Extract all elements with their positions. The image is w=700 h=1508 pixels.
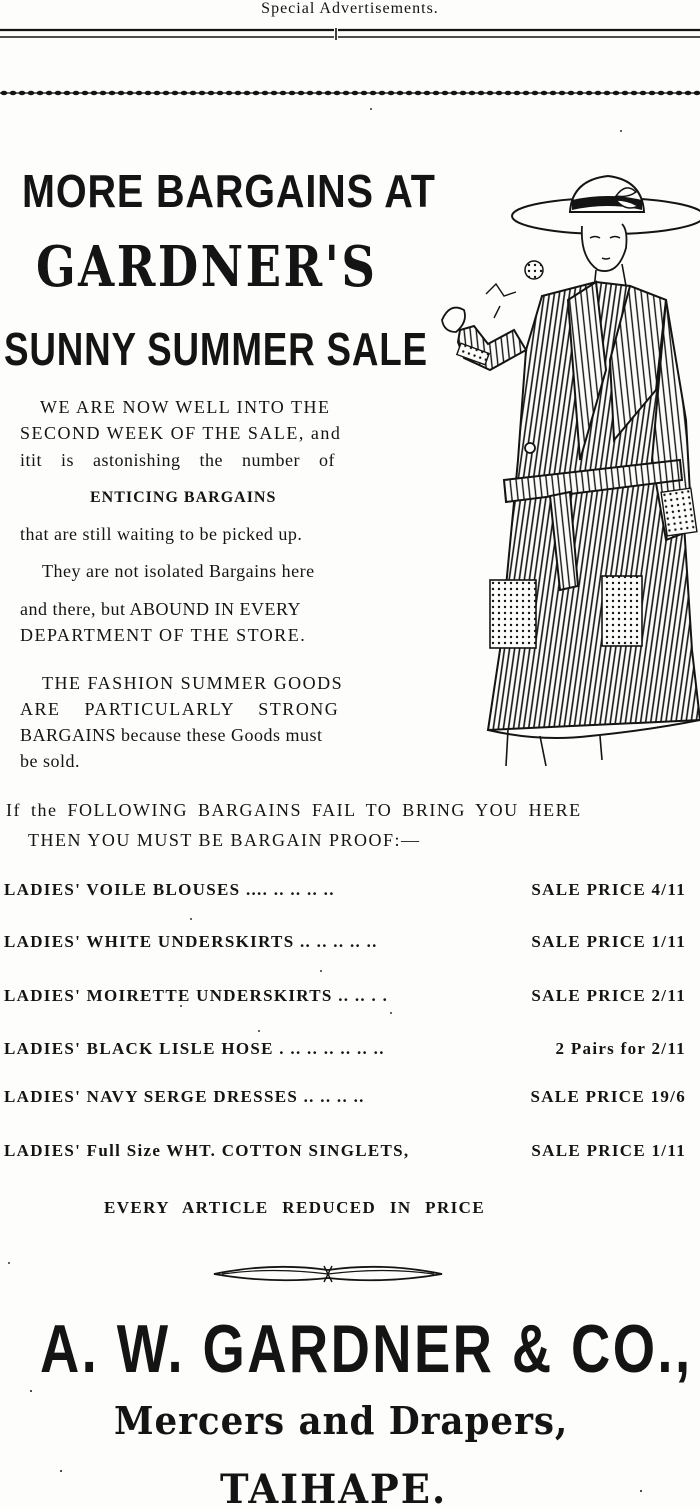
price-row-item: LADIES' WHITE UNDERSKIRTS .. .. .. .. .. [4, 932, 378, 951]
double-rule-divider [0, 28, 700, 40]
price-row [0, 880, 700, 906]
challenge-line-1: If the FOLLOWING BARGAINS FAIL TO BRING YOU HERE [6, 800, 582, 820]
price-row-item: LADIES' MOIRETTE UNDERSKIRTS .. .. . . [4, 986, 389, 1005]
ornament-divider [212, 1262, 444, 1286]
chain-rule-divider [0, 89, 700, 97]
intro-line-p4-2: ARE PARTICULARLY STRONG [20, 699, 340, 719]
firm-trade: Mercers and Drapers, [114, 1398, 569, 1443]
headline-gardners: GARDNER'S [36, 234, 378, 300]
price-row-item: LADIES' NAVY SERGE DRESSES .. .. .. .. [4, 1087, 365, 1106]
firm-town: TAIHAPE. [220, 1466, 448, 1508]
intro-line-p3-1: They are not isolated Bargains here [42, 561, 315, 581]
price-row [0, 1039, 700, 1065]
price-row [0, 986, 700, 1012]
price-row [0, 1087, 700, 1113]
intro-line-1: WE ARE NOW WELL INTO THE [40, 397, 331, 417]
price-row-item: LADIES' VOILE BLOUSES .... .. .. .. .. [4, 880, 335, 899]
challenge-line-2: THEN YOU MUST BE BARGAIN PROOF:— [28, 830, 421, 850]
intro-line-p3-2: and there, but ABOUND IN EVERY [20, 599, 301, 619]
headline-sunny-summer-sale: SUNNY SUMMER SALE [4, 323, 428, 375]
intro-line-2: SECOND WEEK OF THE SALE, and [20, 423, 342, 443]
price-row [0, 1141, 700, 1167]
headline-more-bargains: MORE BARGAINS AT [22, 165, 436, 217]
price-row-item: LADIES' BLACK LISLE HOSE . .. .. .. .. .. .. [4, 1039, 385, 1058]
intro-line-p4-4: be sold. [20, 751, 80, 771]
intro-paragraph-2: that are still waiting to be picked up. [20, 524, 303, 544]
woman-in-coat-illustration [430, 130, 700, 770]
price-row-price: 2 Pairs for 2/11 [555, 1039, 686, 1058]
intro-line-p4-1: THE FASHION SUMMER GOODS [42, 673, 344, 693]
price-row [0, 932, 700, 958]
price-row-price: SALE PRICE 4/11 [531, 880, 686, 899]
price-row-price: SALE PRICE 2/11 [531, 986, 686, 1005]
every-article-reduced: EVERY ARTICLE REDUCED IN PRICE [104, 1198, 486, 1217]
intro-highlight: ENTICING BARGAINS [90, 489, 277, 506]
price-row-price: SALE PRICE 1/11 [531, 932, 686, 951]
price-row-price: SALE PRICE 19/6 [530, 1087, 686, 1106]
price-row-price: SALE PRICE 1/11 [531, 1141, 686, 1160]
intro-line-3: itit is astonishing the number of [20, 450, 335, 470]
intro-line-p4-3: BARGAINS because these Goods must [20, 725, 323, 745]
firm-name: A. W. GARDNER & CO., [40, 1311, 693, 1387]
intro-line-p3-3: DEPARTMENT OF THE STORE. [20, 625, 307, 645]
price-row-item: LADIES' Full Size WHT. COTTON SINGLETS, [4, 1141, 410, 1160]
section-header: Special Advertisements. [261, 0, 439, 17]
